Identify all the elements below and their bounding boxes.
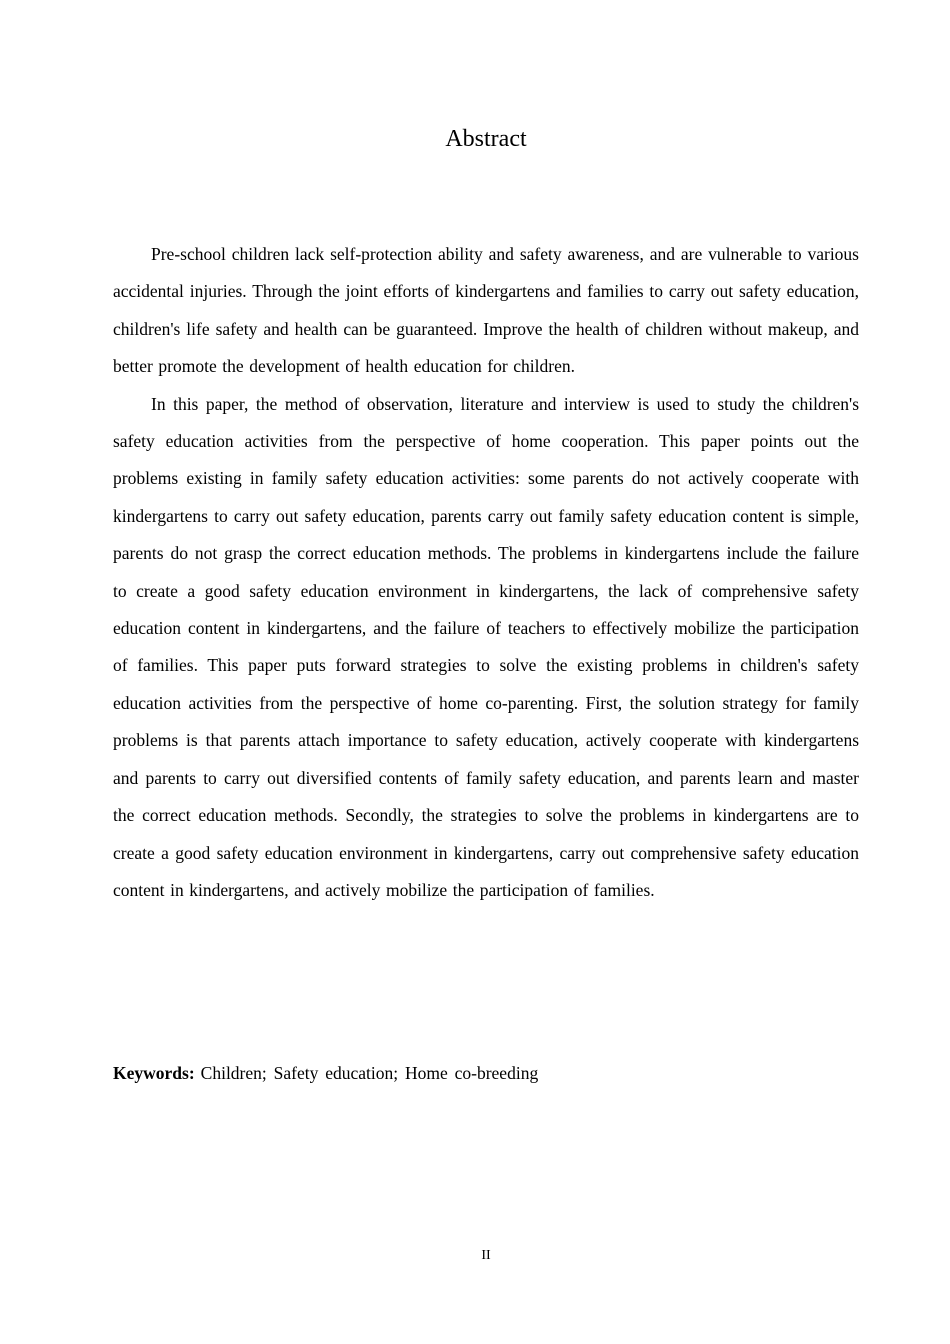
abstract-body	[113, 236, 859, 909]
keywords-text: Children; Safety education; Home co-breeding	[200, 1063, 539, 1083]
abstract-paragraph-2: In this paper, the method of observation, literature and interview is used to study the children's safety education activities from the perspective of home cooperation. This paper points out the problems existing in family safety education activities: some parents do not actively cooperate with kindergartens to carry out safety education, parents carry out family safety education content is simple, parents do not grasp the correct education methods. The problems in kindergartens include the failure to create a good safety education environment in kindergartens, the lack of comprehensive safety education content in kindergartens, and the failure of teachers to effectively mobilize the participation of families. This paper puts forward strategies to solve the existing problems in children's safety education activities from the perspective of home co-parenting. First, the solution strategy for family problems is that parents attach importance to safety education, actively cooperate with kindergartens and parents to carry out diversified contents of family safety education, and parents learn and master the correct education methods. Secondly, the strategies to solve the problems in kindergartens are to create a good safety education environment in kindergartens, carry out comprehensive safety education content in kindergartens, and actively mobilize the participation of families.	[113, 393, 859, 900]
keywords-line	[113, 1055, 859, 1092]
keywords-label: Keywords:	[113, 1063, 195, 1083]
abstract-title: Abstract	[445, 126, 527, 152]
abstract-paragraph-1: Pre-school children lack self-protection ability and safety awareness, and are vulnerable to various accidental injuries. Through the joint efforts of kindergartens and families to carry out safety education, children's life safety and health can be guaranteed. Improve the health of children without makeup, and better promote the development of health education for children.	[113, 244, 859, 377]
page-number: II	[481, 1248, 491, 1263]
